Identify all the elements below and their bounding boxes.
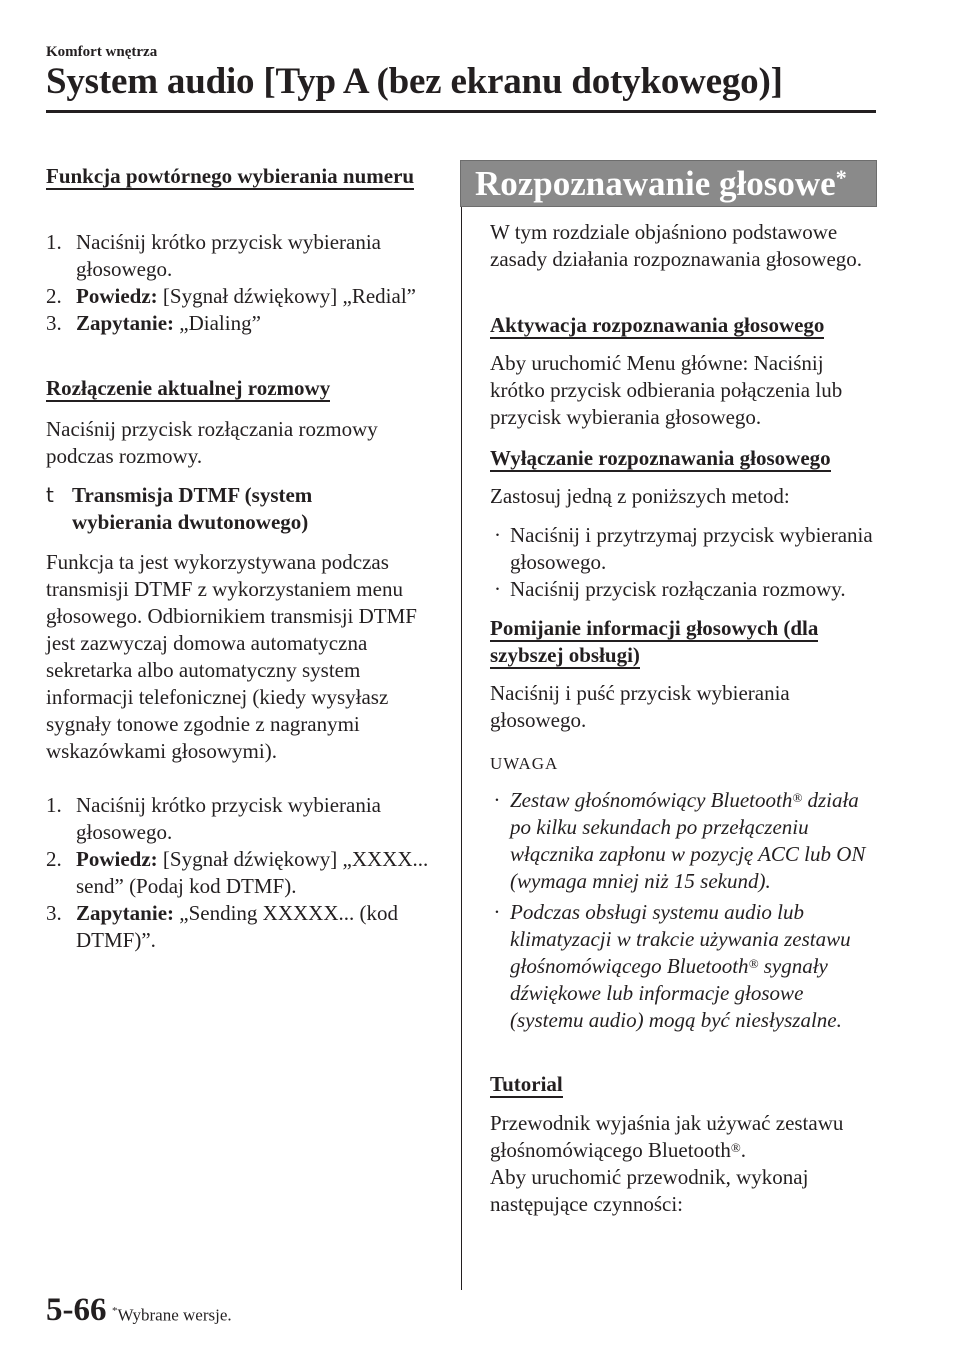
list-item: · Naciśnij i przytrzymaj przycisk wybierania głosowego. xyxy=(494,523,873,574)
list-item: 3. Zapytanie: „Sending XXXXX... (kod DTMF)”. xyxy=(46,901,398,952)
column-divider xyxy=(461,160,462,1290)
list-item: · Zestaw głośnomówiący Bluetooth® działa po kilku sekundach po przełączeniu włącznika zapłonu w pozycję ACC lub ON (wymaga mniej niż 15 sekund). xyxy=(494,788,866,893)
dtmf-heading: t Transmisja DTMF (system wybierania dwutonowego) xyxy=(46,483,313,534)
note-list xyxy=(490,787,882,1034)
deactivate-heading: Wyłączanie rozpoznawania głosowego xyxy=(490,446,831,470)
skip-heading: Pomijanie informacji głosowych (dla szybszej obsługi) xyxy=(490,616,819,667)
bullet-icon: · xyxy=(494,523,501,547)
list-item: · Podczas obsługi systemu audio lub klimatyzacji w trakcie używania zestawu głośnomówiącego Bluetooth® sygnały dźwiękowe lub informacje głosowe (systemu audio) mogą być niesłyszalne. xyxy=(494,900,851,1032)
footnote: *Wybrane wersje. xyxy=(112,1305,232,1325)
deactivate-list xyxy=(490,522,882,603)
bullet-icon: · xyxy=(494,788,500,812)
bullet-icon: · xyxy=(494,577,501,601)
page-number: 5-66 xyxy=(46,1292,107,1328)
list-item: 3. Zapytanie: „Dialing” xyxy=(46,311,261,335)
redial-heading: Funkcja powtórnego wybierania numeru xyxy=(46,164,415,188)
skip-text: Naciśnij i puść przycisk wybierania głosowego. xyxy=(490,681,790,732)
list-item: 2. Powiedz: [Sygnał dźwiękowy] „Redial” xyxy=(46,284,416,308)
activate-heading: Aktywacja rozpoznawania głosowego xyxy=(490,313,825,337)
redial-steps xyxy=(46,229,438,337)
tutorial-text: Przewodnik wyjaśnia jak używać zestawu głośnomówiącego Bluetooth®. Aby uruchomić przewodnik, wykonaj następujące czynności: xyxy=(490,1111,844,1216)
dtmf-text: Funkcja ta jest wykorzystywana podczas transmisji DTMF z wykorzystaniem menu głosowego. Odbiornikiem transmisji DTMF jest zazwyczaj domowa automatyczna sekretarka albo automatyczny system informacji telefonicznej (kiedy wysyłasz sygnały tonowe zgodnie z nagranymi wskazówkami głosowymi). xyxy=(46,550,417,763)
list-item: 1. Naciśnij krótko przycisk wybierania głosowego. xyxy=(46,793,381,844)
disconnect-heading: Rozłączenie aktualnej rozmowy xyxy=(46,376,331,400)
tutorial-heading: Tutorial xyxy=(490,1072,563,1096)
list-item: 2. Powiedz: [Sygnał dźwiękowy] „XXXX... send” (Podaj kod DTMF). xyxy=(46,847,429,898)
page-title: System audio [Typ A (bez ekranu dotykowego)] xyxy=(46,61,783,102)
disconnect-text: Naciśnij przycisk rozłączania rozmowy podczas rozmowy. xyxy=(46,417,378,468)
dtmf-steps xyxy=(46,792,438,954)
section-marker-icon: t xyxy=(46,483,54,507)
list-item: · Naciśnij przycisk rozłączania rozmowy. xyxy=(494,577,846,601)
intro-text: W tym rozdziale objaśniono podstawowe zasady działania rozpoznawania głosowego. xyxy=(490,220,863,271)
section-banner: Rozpoznawanie głosowe* xyxy=(460,160,877,207)
deactivate-text: Zastosuj jedną z poniższych metod: xyxy=(490,484,790,508)
note-label: UWAGA xyxy=(490,754,559,773)
section-label: Komfort wnętrza xyxy=(46,44,158,60)
activate-text: Aby uruchomić Menu główne: Naciśnij krótko przycisk odbierania połączenia lub przycisk wybierania głosowego. xyxy=(490,351,843,429)
bullet-icon: · xyxy=(494,900,500,924)
list-item: 1. Naciśnij krótko przycisk wybierania głosowego. xyxy=(46,230,381,281)
header-rule xyxy=(46,110,876,113)
